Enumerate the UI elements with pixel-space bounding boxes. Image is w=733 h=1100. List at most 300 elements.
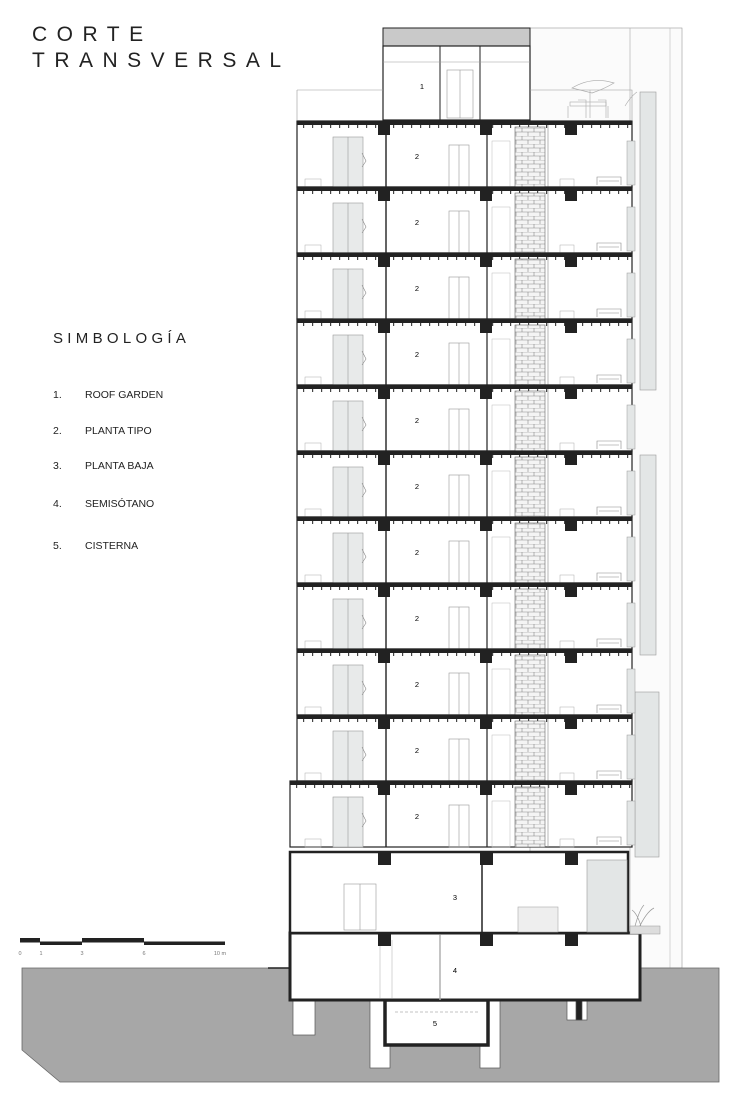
- slab-rib: [312, 719, 313, 722]
- slab-rib: [609, 587, 610, 590]
- slab-rib: [411, 455, 412, 458]
- slab-rib: [339, 389, 340, 392]
- structural-beam: [565, 455, 577, 465]
- structural-beam: [480, 191, 492, 201]
- legend-item-label: PLANTA BAJA: [85, 460, 154, 472]
- slab-rib: [366, 455, 367, 458]
- slab-rib: [429, 653, 430, 656]
- slab-rib: [429, 191, 430, 194]
- slab-rib: [375, 323, 376, 326]
- slab-rib: [474, 587, 475, 590]
- slab-rib: [591, 521, 592, 524]
- slab-rib: [429, 521, 430, 524]
- floor-slab: [297, 253, 632, 257]
- slab-rib: [348, 257, 349, 260]
- slab-rib: [357, 455, 358, 458]
- slab-rib: [582, 125, 583, 128]
- slab-rib: [456, 389, 457, 392]
- slab-rib: [348, 521, 349, 524]
- legend-item-number: 4.: [53, 498, 62, 510]
- slab-rib: [618, 719, 619, 722]
- slab-rib: [627, 653, 628, 656]
- structural-beam: [378, 455, 390, 465]
- slab-rib: [510, 653, 511, 656]
- slab-rib: [618, 323, 619, 326]
- slab-rib: [321, 257, 322, 260]
- slab-rib: [321, 653, 322, 656]
- slab-rib: [357, 191, 358, 194]
- slab-rib: [321, 191, 322, 194]
- slab-rib: [474, 455, 475, 458]
- typical-floor: [297, 385, 635, 451]
- floor-slab: [297, 517, 632, 521]
- slab-rib: [447, 323, 448, 326]
- slab-rib: [609, 191, 610, 194]
- slab-rib: [474, 521, 475, 524]
- slab-rib: [368, 785, 369, 788]
- slab-rib: [447, 653, 448, 656]
- slab-rib: [510, 323, 511, 326]
- slab-rib: [582, 719, 583, 722]
- slab-rib: [375, 719, 376, 722]
- slab-rib: [366, 653, 367, 656]
- slab-rib: [474, 653, 475, 656]
- balcony-glass: [627, 801, 635, 845]
- slab-rib: [402, 191, 403, 194]
- slab-rib: [618, 587, 619, 590]
- balcony-glass: [627, 537, 635, 581]
- structural-beam: [565, 587, 577, 597]
- slab-rib: [438, 455, 439, 458]
- slab-rib: [492, 191, 493, 194]
- typical-floor-label: 2: [414, 548, 420, 557]
- slab-rib: [312, 389, 313, 392]
- slab-rib: [546, 719, 547, 722]
- scale-tick-label: 3: [80, 951, 84, 957]
- slab-rib: [546, 389, 547, 392]
- facade-glass-panel: [635, 692, 659, 857]
- structural-beam: [565, 653, 577, 663]
- slab-rib: [447, 587, 448, 590]
- slab-rib: [627, 125, 628, 128]
- slab-rib: [609, 719, 610, 722]
- structural-beam: [565, 719, 577, 729]
- slab-rib: [438, 323, 439, 326]
- slab-rib: [348, 389, 349, 392]
- slab-rib: [348, 125, 349, 128]
- typical-floor-label: 2: [414, 614, 420, 623]
- slab-rib: [312, 125, 313, 128]
- slab-rib: [456, 719, 457, 722]
- slab-rib: [375, 653, 376, 656]
- slab-rib: [393, 257, 394, 260]
- slab-rib: [474, 389, 475, 392]
- slab-rib: [501, 719, 502, 722]
- slab-rib: [330, 587, 331, 590]
- slab-rib: [402, 323, 403, 326]
- slab-rib: [474, 257, 475, 260]
- slab-rib: [411, 257, 412, 260]
- typical-floor: [297, 649, 635, 715]
- structural-beam: [378, 719, 390, 729]
- slab-rib: [555, 323, 556, 326]
- slab-rib: [330, 521, 331, 524]
- roof-garden-label: 1: [419, 82, 425, 91]
- slab-rib: [501, 653, 502, 656]
- slab-rib: [618, 191, 619, 194]
- slab-rib: [357, 125, 358, 128]
- slab-rib: [546, 587, 547, 590]
- slab-rib: [546, 455, 547, 458]
- slab-rib: [321, 719, 322, 722]
- floor-slab: [297, 121, 632, 125]
- slab-rib: [465, 191, 466, 194]
- slab-rib: [420, 653, 421, 656]
- slab-rib: [411, 323, 412, 326]
- ground-floor-glazing: [587, 860, 627, 932]
- slab-rib: [546, 191, 547, 194]
- slab-rib: [501, 191, 502, 194]
- slab-rib: [510, 257, 511, 260]
- legend-item-label: ROOF GARDEN: [85, 389, 164, 401]
- slab-rib: [447, 257, 448, 260]
- slab-rib: [393, 653, 394, 656]
- structural-beam: [565, 323, 577, 333]
- basement-label: 4: [452, 966, 458, 975]
- balcony-glass: [627, 405, 635, 449]
- slab-rib: [458, 785, 459, 788]
- slab-rib: [366, 257, 367, 260]
- slab-rib: [330, 653, 331, 656]
- slab-rib: [447, 389, 448, 392]
- slab-rib: [609, 323, 610, 326]
- slab-rib: [429, 323, 430, 326]
- legend-item-label: CISTERNA: [85, 540, 139, 552]
- slab-rib: [321, 455, 322, 458]
- scale-tick-label: 1: [39, 951, 43, 957]
- slab-rib: [600, 653, 601, 656]
- slab-rib: [627, 521, 628, 524]
- slab-rib: [357, 389, 358, 392]
- slab-rib: [611, 785, 612, 788]
- slab-rib: [555, 125, 556, 128]
- slab-rib: [339, 323, 340, 326]
- slab-rib: [467, 785, 468, 788]
- slab-rib: [429, 125, 430, 128]
- slab-rib: [413, 785, 414, 788]
- typical-floor-label: 2: [414, 680, 420, 689]
- slab-rib: [465, 323, 466, 326]
- slab-rib: [393, 719, 394, 722]
- slab-rib: [627, 389, 628, 392]
- slab-rib: [303, 587, 304, 590]
- slab-rib: [476, 785, 477, 788]
- slab-rib: [618, 521, 619, 524]
- slab-rib: [510, 455, 511, 458]
- slab-rib: [474, 323, 475, 326]
- slab-rib: [321, 587, 322, 590]
- legend-item-label: SEMISÓTANO: [85, 498, 155, 510]
- typical-floor: [290, 781, 635, 847]
- legend-item-label: PLANTA TIPO: [85, 425, 152, 437]
- slab-rib: [339, 257, 340, 260]
- balcony-glass: [627, 141, 635, 185]
- structural-beam: [480, 455, 492, 465]
- slab-rib: [456, 587, 457, 590]
- slab-rib: [600, 125, 601, 128]
- slab-rib: [557, 785, 558, 788]
- balcony-glass: [627, 735, 635, 779]
- slab-rib: [474, 191, 475, 194]
- slab-rib: [627, 719, 628, 722]
- slab-rib: [330, 719, 331, 722]
- slab-rib: [627, 455, 628, 458]
- slab-rib: [366, 719, 367, 722]
- slab-rib: [492, 125, 493, 128]
- legend-title: SIMBOLOGÍA: [53, 330, 191, 347]
- structural-beam: [378, 653, 390, 663]
- slab-rib: [618, 389, 619, 392]
- slab-rib: [591, 389, 592, 392]
- stair-core: [515, 787, 545, 847]
- slab-rib: [420, 455, 421, 458]
- slab-rib: [303, 323, 304, 326]
- slab-rib: [411, 191, 412, 194]
- balcony-glass: [627, 471, 635, 515]
- legend-item-number: 5.: [53, 540, 62, 552]
- slab-rib: [393, 521, 394, 524]
- slab-rib: [438, 521, 439, 524]
- slab-rib: [465, 653, 466, 656]
- slab-rib: [393, 389, 394, 392]
- slab-rib: [474, 125, 475, 128]
- slab-rib: [366, 125, 367, 128]
- slab-rib: [393, 191, 394, 194]
- slab-rib: [429, 257, 430, 260]
- slab-rib: [609, 125, 610, 128]
- slab-rib: [411, 719, 412, 722]
- slab-rib: [501, 125, 502, 128]
- stair-core: [515, 523, 545, 583]
- slab-rib: [393, 323, 394, 326]
- slab-rib: [593, 785, 594, 788]
- floor-slab: [297, 649, 632, 653]
- slab-rib: [492, 587, 493, 590]
- slab-rib: [501, 257, 502, 260]
- title-line-1: CORTE: [32, 23, 153, 46]
- slab-rib: [348, 455, 349, 458]
- slab-rib: [600, 323, 601, 326]
- structural-beam: [565, 191, 577, 201]
- slab-rib: [555, 191, 556, 194]
- slab-rib: [393, 125, 394, 128]
- slab-rib: [339, 521, 340, 524]
- scale-tick-label: 10 m: [213, 951, 227, 957]
- slab-rib: [303, 455, 304, 458]
- slab-rib: [366, 389, 367, 392]
- slab-rib: [555, 653, 556, 656]
- slab-rib: [341, 785, 342, 788]
- slab-rib: [492, 389, 493, 392]
- structural-beam: [378, 785, 390, 795]
- basement: [290, 933, 640, 1000]
- stair-core: [515, 655, 545, 715]
- slab-rib: [411, 653, 412, 656]
- structural-beam: [378, 257, 390, 267]
- slab-rib: [618, 653, 619, 656]
- slab-rib: [501, 323, 502, 326]
- legend-item-number: 3.: [53, 460, 62, 472]
- slab-rib: [627, 587, 628, 590]
- slab-rib: [357, 323, 358, 326]
- facade-glass-panel: [640, 455, 656, 655]
- slab-rib: [420, 125, 421, 128]
- slab-rib: [591, 653, 592, 656]
- slab-rib: [600, 191, 601, 194]
- slab-rib: [375, 587, 376, 590]
- ground-floor-label: 3: [452, 893, 458, 902]
- slab-rib: [348, 653, 349, 656]
- slab-rib: [512, 785, 513, 788]
- slab-rib: [600, 389, 601, 392]
- structural-beam: [565, 257, 577, 267]
- floor-slab: [297, 385, 632, 389]
- slab-rib: [449, 785, 450, 788]
- slab-rib: [429, 719, 430, 722]
- slab-rib: [582, 257, 583, 260]
- slab-rib: [609, 389, 610, 392]
- slab-rib: [438, 653, 439, 656]
- structural-beam: [565, 521, 577, 531]
- stair-core: [515, 391, 545, 451]
- structural-beam: [480, 521, 492, 531]
- typical-floor-label: 2: [414, 350, 420, 359]
- slab-rib: [627, 257, 628, 260]
- structural-beam: [480, 653, 492, 663]
- slab-rib: [312, 455, 313, 458]
- slab-rib: [339, 587, 340, 590]
- slab-rib: [402, 257, 403, 260]
- typical-floor: [297, 715, 635, 781]
- slab-rib: [402, 587, 403, 590]
- slab-rib: [602, 785, 603, 788]
- slab-rib: [456, 323, 457, 326]
- slab-rib: [339, 125, 340, 128]
- slab-rib: [618, 257, 619, 260]
- structural-beam: [480, 587, 492, 597]
- slab-rib: [456, 257, 457, 260]
- typical-floor: [297, 319, 635, 385]
- slab-rib: [582, 653, 583, 656]
- slab-rib: [456, 125, 457, 128]
- slab-rib: [303, 191, 304, 194]
- structural-beam: [480, 125, 492, 135]
- scale-bar: [18, 938, 226, 957]
- slab-rib: [438, 257, 439, 260]
- slab-rib: [609, 257, 610, 260]
- facade-glass-panel: [640, 92, 656, 390]
- slab-rib: [411, 389, 412, 392]
- slab-rib: [330, 389, 331, 392]
- slab-rib: [366, 521, 367, 524]
- slab-rib: [330, 125, 331, 128]
- slab-rib: [627, 191, 628, 194]
- slab-rib: [447, 125, 448, 128]
- slab-rib: [375, 257, 376, 260]
- slab-rib: [465, 257, 466, 260]
- slab-rib: [420, 191, 421, 194]
- floor-slab: [297, 451, 632, 455]
- balcony-glass: [627, 339, 635, 383]
- slab-rib: [582, 389, 583, 392]
- slab-rib: [339, 455, 340, 458]
- slab-rib: [312, 257, 313, 260]
- slab-rib: [447, 719, 448, 722]
- structural-beam: [378, 389, 390, 399]
- structural-beam: [378, 323, 390, 333]
- slab-rib: [330, 191, 331, 194]
- typical-floor: [297, 121, 635, 187]
- structural-beam: [565, 389, 577, 399]
- structural-beam: [480, 389, 492, 399]
- slab-rib: [492, 323, 493, 326]
- slab-rib: [591, 323, 592, 326]
- slab-rib: [438, 125, 439, 128]
- slab-rib: [393, 455, 394, 458]
- structural-beam: [480, 785, 492, 795]
- balcony-glass: [627, 603, 635, 647]
- slab-rib: [591, 455, 592, 458]
- slab-rib: [465, 455, 466, 458]
- slab-rib: [546, 323, 547, 326]
- slab-rib: [402, 521, 403, 524]
- slab-rib: [501, 389, 502, 392]
- slab-rib: [591, 191, 592, 194]
- slab-rib: [546, 653, 547, 656]
- slab-rib: [429, 587, 430, 590]
- slab-rib: [465, 719, 466, 722]
- slab-rib: [429, 455, 430, 458]
- slab-rib: [510, 521, 511, 524]
- slab-rib: [323, 785, 324, 788]
- typical-floor: [297, 583, 635, 649]
- slab-rib: [501, 521, 502, 524]
- slab-rib: [303, 389, 304, 392]
- slab-rib: [456, 653, 457, 656]
- slab-rib: [555, 455, 556, 458]
- slab-rib: [456, 455, 457, 458]
- slab-rib: [438, 191, 439, 194]
- slab-rib: [546, 521, 547, 524]
- slab-rib: [411, 521, 412, 524]
- slab-rib: [312, 587, 313, 590]
- slab-rib: [510, 389, 511, 392]
- typical-floor-label: 2: [414, 812, 420, 821]
- slab-rib: [359, 785, 360, 788]
- slab-rib: [366, 323, 367, 326]
- slab-rib: [303, 653, 304, 656]
- typical-floor: [297, 187, 635, 253]
- slab-rib: [395, 785, 396, 788]
- slab-rib: [510, 587, 511, 590]
- slab-rib: [366, 191, 367, 194]
- slab-rib: [465, 521, 466, 524]
- slab-rib: [501, 455, 502, 458]
- reception-desk: [518, 907, 558, 932]
- stair-core: [515, 457, 545, 517]
- slab-rib: [582, 191, 583, 194]
- floor-slab: [297, 319, 632, 323]
